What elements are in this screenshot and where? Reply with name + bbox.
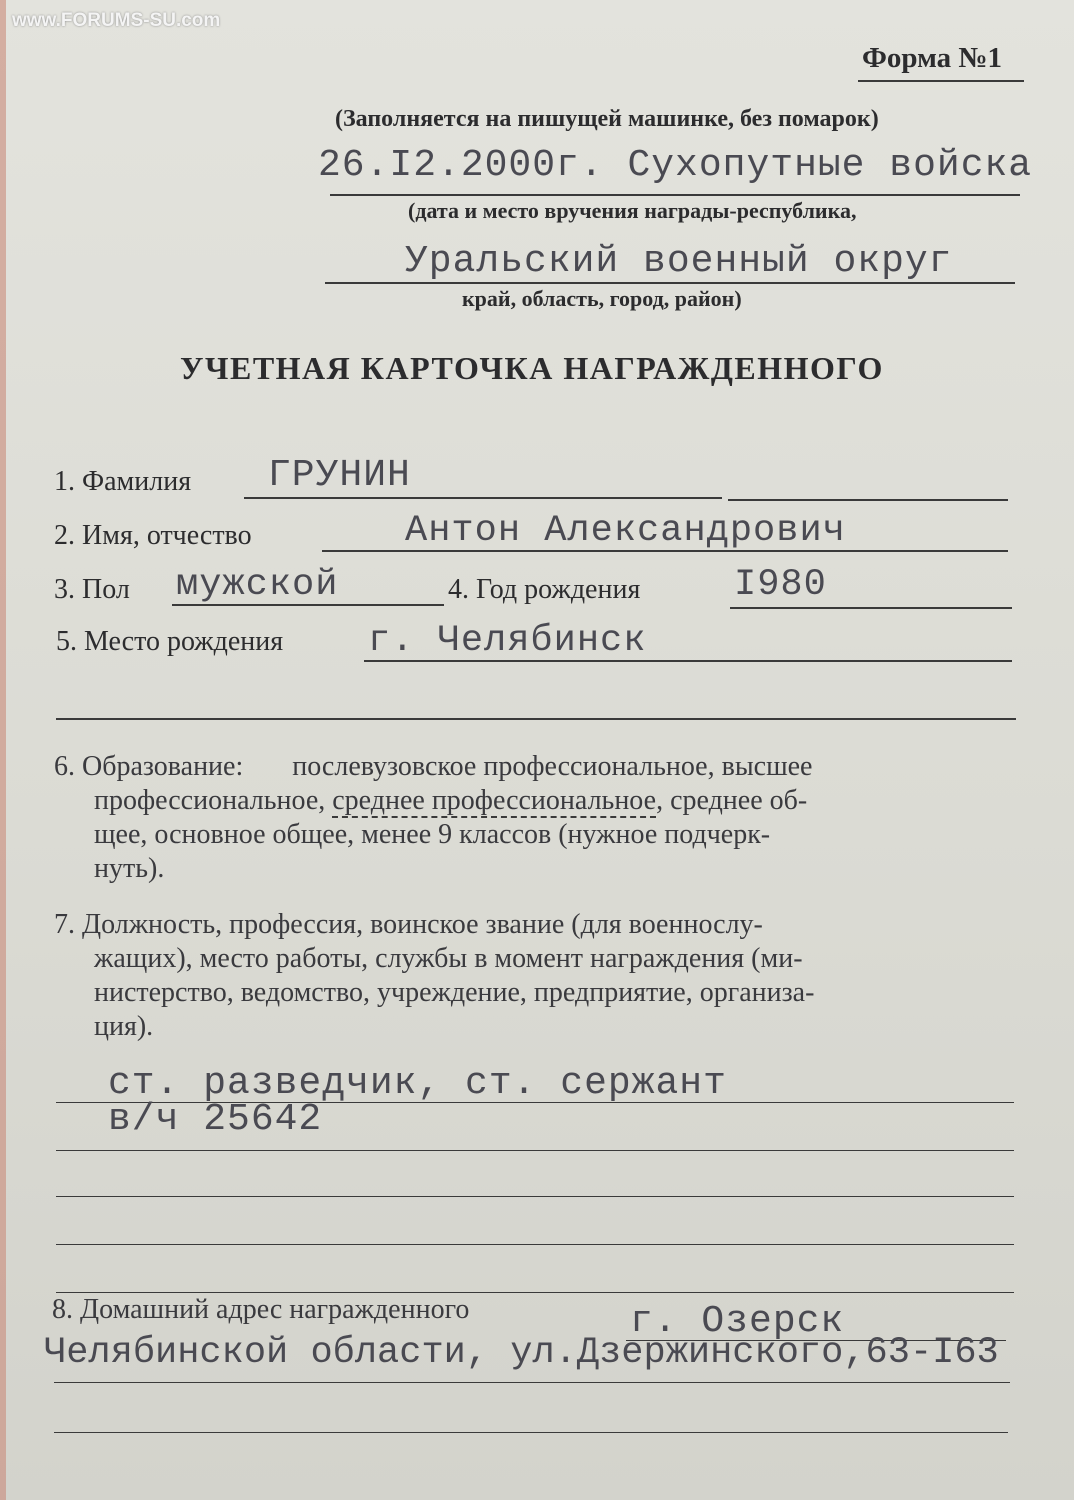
position-line1: 7. Должность, профессия, воинское звание (для военнослу- <box>54 909 763 940</box>
page-edge <box>0 0 6 1500</box>
sex-label: 3. Пол <box>54 574 130 605</box>
position-line-d <box>56 1244 1014 1245</box>
birth-year-line <box>730 607 1012 609</box>
position-value-1: ст. разведчик, ст. сержант <box>108 1062 727 1105</box>
form-number-underline <box>858 80 1024 82</box>
form-number: Форма №1 <box>862 42 1003 74</box>
education-line1: послевузовское профессиональное, высшее <box>292 751 813 782</box>
surname-line <box>244 497 722 499</box>
address-value-2: Челябинской области, ул.Дзержинского,63-I63 <box>44 1332 999 1374</box>
award-date-line <box>330 194 1020 196</box>
position-line-b <box>56 1150 1014 1151</box>
birth-year-label: 4. Год рождения <box>448 574 641 605</box>
position-line4: ция). <box>94 1011 154 1042</box>
education-line3: щее, основное общее, менее 9 классов (нужное подчерк- <box>94 819 771 850</box>
surname-line-2 <box>728 499 1008 501</box>
address-line-c <box>54 1432 1008 1433</box>
award-region: Уральский военный округ <box>405 240 953 283</box>
name-label: 2. Имя, отчество <box>54 520 252 551</box>
birth-place-value: г. Челябинск <box>368 620 647 662</box>
award-caption-2: край, область, город, район) <box>462 286 742 311</box>
birth-place-label: 5. Место рождения <box>56 626 284 657</box>
surname-value: ГРУНИН <box>268 454 411 497</box>
surname-label: 1. Фамилия <box>54 466 192 497</box>
education-line4: нуть). <box>94 853 165 884</box>
position-line2: жащих), место работы, службы в момент награждения (ми- <box>94 943 803 974</box>
education-block <box>54 750 1020 886</box>
birth-year-value: I980 <box>734 564 827 606</box>
award-caption-1: (дата и место вручения награды-республика, <box>408 198 857 223</box>
address-value-1: г. Озерск <box>630 1300 845 1343</box>
sex-value: мужской <box>176 564 339 606</box>
position-block <box>54 908 1020 1044</box>
position-value-2: в/ч 25642 <box>108 1098 323 1141</box>
name-value: Антон Александрович <box>405 510 846 552</box>
birth-place-line <box>364 660 1012 662</box>
award-region-line <box>325 282 1015 284</box>
watermark: www.FORUMS-SU.com <box>12 10 221 31</box>
award-date-place: 26.I2.2000г. Сухопутные войска <box>318 144 1033 187</box>
card-title: УЧЕТНАЯ КАРТОЧКА НАГРАЖДЕННОГО <box>180 350 884 386</box>
education-selected: среднее профессиональное <box>332 785 657 816</box>
address-line-b <box>54 1382 1010 1383</box>
education-line2a: профессиональное, <box>94 785 326 816</box>
position-line3: нистерство, ведомство, учреждение, предприятие, организа- <box>94 977 815 1008</box>
position-line-e <box>56 1292 1014 1293</box>
education-label: 6. Образование: <box>54 751 244 782</box>
birth-place-line-2 <box>56 718 1016 720</box>
education-line2b: , среднее об- <box>656 785 808 816</box>
name-line <box>322 550 1008 552</box>
position-line-c <box>56 1196 1014 1197</box>
sex-line <box>172 604 444 606</box>
instruction: (Заполняется на пишущей машинке, без помарок) <box>335 106 879 132</box>
address-label: 8. Домашний адрес награжденного <box>52 1294 470 1325</box>
